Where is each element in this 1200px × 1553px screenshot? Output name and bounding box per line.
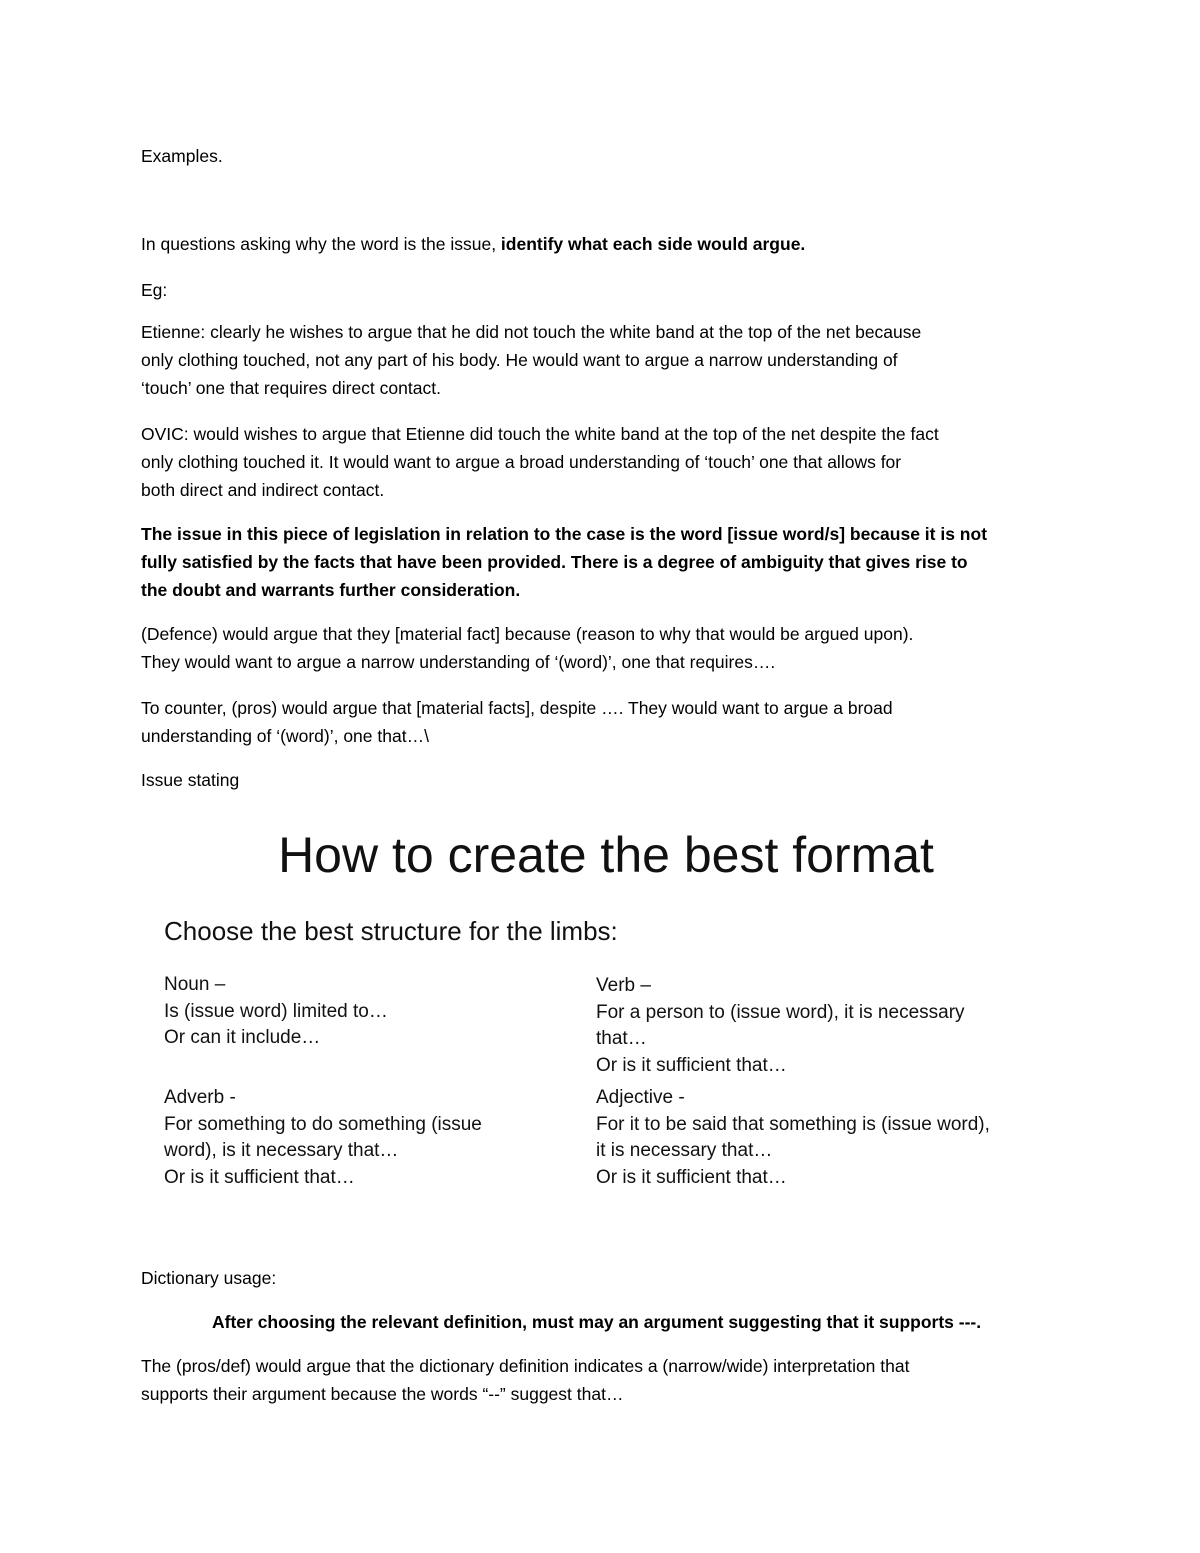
intro-plain: In questions asking why the word is the issue, — [141, 234, 501, 254]
examples-heading: Examples. — [141, 146, 223, 166]
issue-statement-line: fully satisfied by the facts that have been provided. There is a degree of ambiguity that gives rise to — [141, 552, 968, 572]
issue-statement-line: The issue in this piece of legislation in relation to the case is the word [issue word/s] because it is not — [141, 524, 988, 544]
limb-verb-line: Or is it sufficient that… — [596, 1054, 787, 1076]
counter-line: To counter, (pros) would argue that [material facts], despite …. They would want to argue a broad — [141, 698, 893, 718]
counter-line: understanding of ‘(word)’, one that…\ — [141, 726, 429, 746]
dictionary-paragraph — [141, 1352, 1071, 1408]
issue-statement — [141, 520, 1071, 604]
intro-bold: identify what each side would argue. — [500, 234, 806, 254]
limb-adverb-line: Or is it sufficient that… — [164, 1166, 355, 1188]
issue-statement-line: the doubt and warrants further consideration. — [141, 580, 521, 600]
limb-adjective-line: it is necessary that… — [596, 1140, 773, 1161]
limb-noun-line: Is (issue word) limited to… — [164, 1000, 388, 1022]
limb-noun-line: Or can it include… — [164, 1027, 321, 1048]
ovic-line: OVIC: would wishes to argue that Etienne did touch the white band at the top of the net despite the fact — [141, 424, 939, 444]
etienne-line: only clothing touched, not any part of his body. He would want to argue a narrow understanding of — [141, 350, 898, 370]
limb-verb — [596, 973, 1016, 1079]
intro-line — [141, 230, 1071, 258]
slide-title: How to create the best format — [278, 827, 934, 883]
ovic-line: only clothing touched it. It would want to argue a broad understanding of ‘touch’ one that allows for — [141, 452, 902, 472]
etienne-line: Etienne: clearly he wishes to argue that he did not touch the white band at the top of the net because — [141, 322, 922, 342]
defence-line: They would want to argue a narrow understanding of ‘(word)’, one that requires…. — [141, 652, 776, 672]
ovic-paragraph — [141, 420, 1071, 504]
defence-paragraph — [141, 620, 1071, 676]
limb-adverb-line: For something to do something (issue — [164, 1113, 482, 1135]
issue-stating-label: Issue stating — [141, 770, 240, 790]
limb-adjective — [596, 1085, 1016, 1191]
limb-verb-line: For a person to (issue word), it is necessary that… — [596, 1001, 965, 1049]
limb-adverb-line: word), is it necessary that… — [164, 1140, 399, 1161]
dictionary-label: Dictionary usage: — [141, 1268, 277, 1288]
ovic-line: both direct and indirect contact. — [141, 480, 385, 500]
dictionary-instruction: After choosing the relevant definition, must may an argument suggesting that it supports ---. — [212, 1312, 982, 1332]
eg-label: Eg: — [141, 280, 168, 300]
dictionary-line: supports their argument because the words “--” suggest that… — [141, 1384, 624, 1404]
dictionary-line: The (pros/def) would argue that the dictionary definition indicates a (narrow/wide) interpretation that — [141, 1356, 910, 1376]
defence-line: (Defence) would argue that they [material fact] because (reason to why that would be argued upon). — [141, 624, 914, 644]
limb-noun — [164, 972, 584, 1052]
limb-adjective-line: For it to be said that something is (issue word), — [596, 1113, 990, 1135]
counter-paragraph — [141, 694, 1071, 750]
format-slide-image — [141, 815, 1071, 1215]
limb-adjective-heading: Adjective - — [596, 1087, 685, 1108]
limb-verb-heading: Verb – — [596, 975, 651, 996]
slide-subtitle: Choose the best structure for the limbs: — [164, 916, 618, 946]
limb-adverb-heading: Adverb - — [164, 1087, 236, 1108]
limb-noun-heading: Noun – — [164, 974, 226, 995]
limb-adjective-line: Or is it sufficient that… — [596, 1166, 787, 1188]
etienne-line: ‘touch’ one that requires direct contact. — [141, 378, 441, 398]
etienne-paragraph — [141, 318, 1071, 402]
limb-adverb — [164, 1085, 584, 1191]
